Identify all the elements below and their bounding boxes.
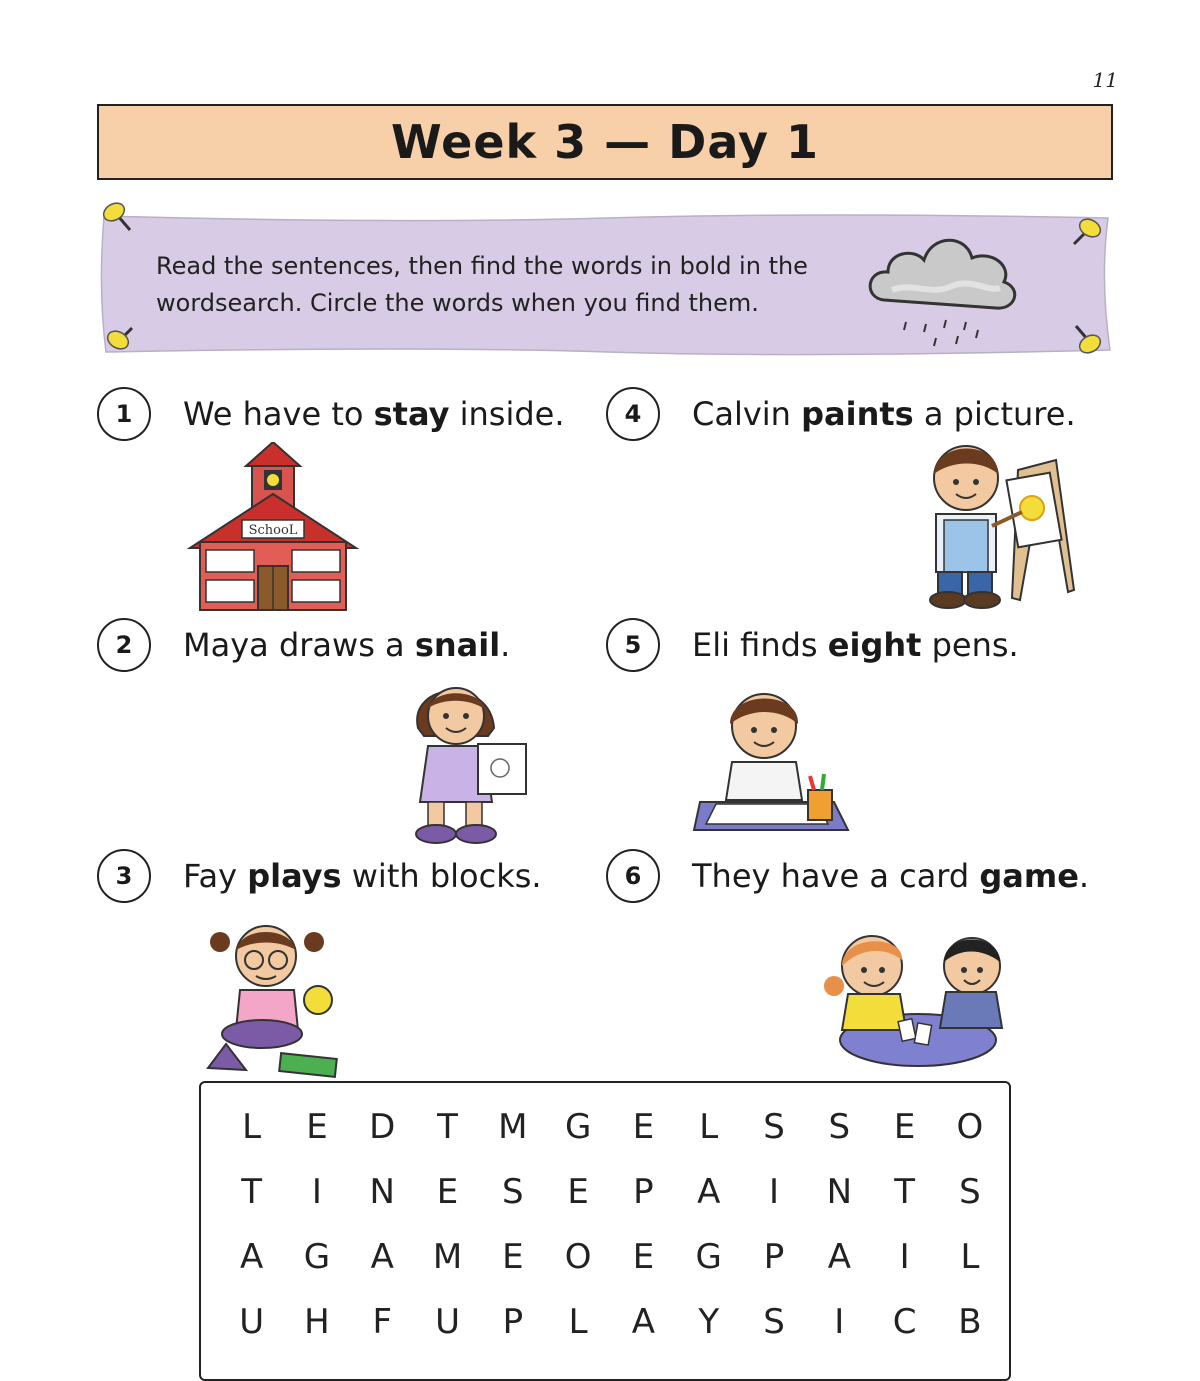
sentence: Fay plays with blocks. (183, 857, 542, 895)
instructions-line-1: Read the sentences, then find the words in bold in the (156, 252, 808, 280)
kids-playing-cards-icon (820, 930, 1006, 1070)
page-number: 11 (1092, 68, 1118, 92)
letter-cell[interactable]: P (502, 1302, 524, 1342)
instructions-line-2: wordsearch. Circle the words when you find them. (156, 289, 759, 317)
letter-cell[interactable]: A (370, 1237, 394, 1277)
letter-cell[interactable]: T (437, 1107, 458, 1147)
letter-cell[interactable]: E (632, 1237, 655, 1277)
item-1 (97, 387, 565, 441)
letter-cell[interactable]: S (502, 1172, 524, 1212)
letter-cell[interactable]: B (958, 1302, 982, 1342)
boy-painting-easel-icon (922, 440, 1078, 612)
rain-cloud-icon (862, 226, 1022, 350)
letter-cell[interactable]: T (241, 1172, 263, 1212)
sentence: We have to stay inside. (183, 395, 565, 433)
item-number: 3 (97, 849, 151, 903)
letter-cell[interactable]: E (436, 1172, 459, 1212)
letter-cell[interactable]: E (502, 1237, 524, 1277)
title-bar (97, 104, 1113, 180)
letter-cell[interactable]: O (956, 1107, 984, 1147)
page-title: Week 3 — Day 1 (391, 115, 819, 169)
letter-cell[interactable]: O (564, 1237, 592, 1277)
letter-cell[interactable]: G (564, 1107, 592, 1147)
letter-cell[interactable]: M (498, 1107, 528, 1147)
letter-cell[interactable]: E (893, 1107, 916, 1147)
sentence: Eli finds eight pens. (692, 626, 1019, 664)
item-4 (606, 387, 1076, 441)
letter-cell[interactable]: H (304, 1302, 330, 1342)
item-number: 2 (97, 618, 151, 672)
item-number: 5 (606, 618, 660, 672)
letter-cell[interactable]: A (697, 1172, 721, 1212)
letter-cell[interactable]: F (372, 1302, 393, 1342)
bold-word: snail (414, 626, 501, 664)
letter-cell[interactable]: U (239, 1302, 265, 1342)
item-number: 6 (606, 849, 660, 903)
letter-cell[interactable]: S (828, 1107, 851, 1147)
letter-cell[interactable]: C (892, 1302, 917, 1342)
item-5 (606, 618, 1019, 672)
wordsearch-row (219, 1302, 1003, 1342)
letter-cell[interactable]: S (763, 1107, 785, 1147)
bold-word: eight (827, 626, 922, 664)
item-3 (97, 849, 542, 903)
wordsearch-row (219, 1237, 1003, 1277)
letter-cell[interactable]: S (959, 1172, 981, 1212)
letter-cell[interactable]: G (303, 1237, 331, 1277)
bold-word: stay (373, 395, 450, 433)
letter-cell[interactable]: I (899, 1237, 910, 1277)
girl-with-snail-drawing-icon (404, 672, 530, 848)
letter-cell[interactable]: L (960, 1237, 980, 1277)
letter-cell[interactable]: N (826, 1172, 853, 1212)
item-number: 4 (606, 387, 660, 441)
letter-cell[interactable]: I (311, 1172, 322, 1212)
bold-word: plays (247, 857, 342, 895)
bold-word: game (979, 857, 1079, 895)
school-building-icon (186, 442, 360, 614)
letter-cell[interactable]: Y (698, 1302, 720, 1342)
boy-drawing-at-table-icon (692, 690, 852, 834)
letter-cell[interactable]: D (369, 1107, 396, 1147)
letter-cell[interactable]: G (695, 1237, 722, 1277)
letter-cell[interactable]: P (633, 1172, 654, 1212)
letter-cell[interactable]: M (432, 1237, 463, 1277)
item-2 (97, 618, 510, 672)
letter-cell[interactable]: S (763, 1302, 785, 1342)
wordsearch-grid (199, 1081, 1011, 1381)
letter-cell[interactable]: A (631, 1302, 656, 1342)
letter-cell[interactable]: I (834, 1302, 845, 1342)
sentence: Calvin paints a picture. (692, 395, 1076, 433)
item-number: 1 (97, 387, 151, 441)
sentence: They have a card game. (692, 857, 1090, 895)
letter-cell[interactable]: U (435, 1302, 460, 1342)
letter-cell[interactable]: A (240, 1237, 264, 1277)
sentence: Maya draws a snail. (183, 626, 511, 664)
letter-cell[interactable]: T (894, 1172, 915, 1212)
wordsearch-row (219, 1172, 1003, 1212)
letter-cell[interactable]: I (769, 1172, 780, 1212)
letter-cell[interactable]: L (568, 1302, 588, 1342)
letter-cell[interactable]: E (306, 1107, 328, 1147)
letter-cell[interactable]: A (827, 1237, 851, 1277)
letter-cell[interactable]: P (763, 1237, 785, 1277)
girl-playing-blocks-icon (206, 920, 340, 1080)
school-sign: SchooL (248, 523, 298, 538)
letter-cell[interactable]: E (567, 1172, 589, 1212)
instructions (156, 248, 856, 322)
letter-cell[interactable]: L (242, 1107, 262, 1147)
letter-cell[interactable]: E (632, 1107, 655, 1147)
item-6 (606, 849, 1089, 903)
letter-cell[interactable]: L (699, 1107, 719, 1147)
wordsearch-row (219, 1107, 1003, 1147)
bold-word: paints (801, 395, 914, 433)
letter-cell[interactable]: N (369, 1172, 395, 1212)
